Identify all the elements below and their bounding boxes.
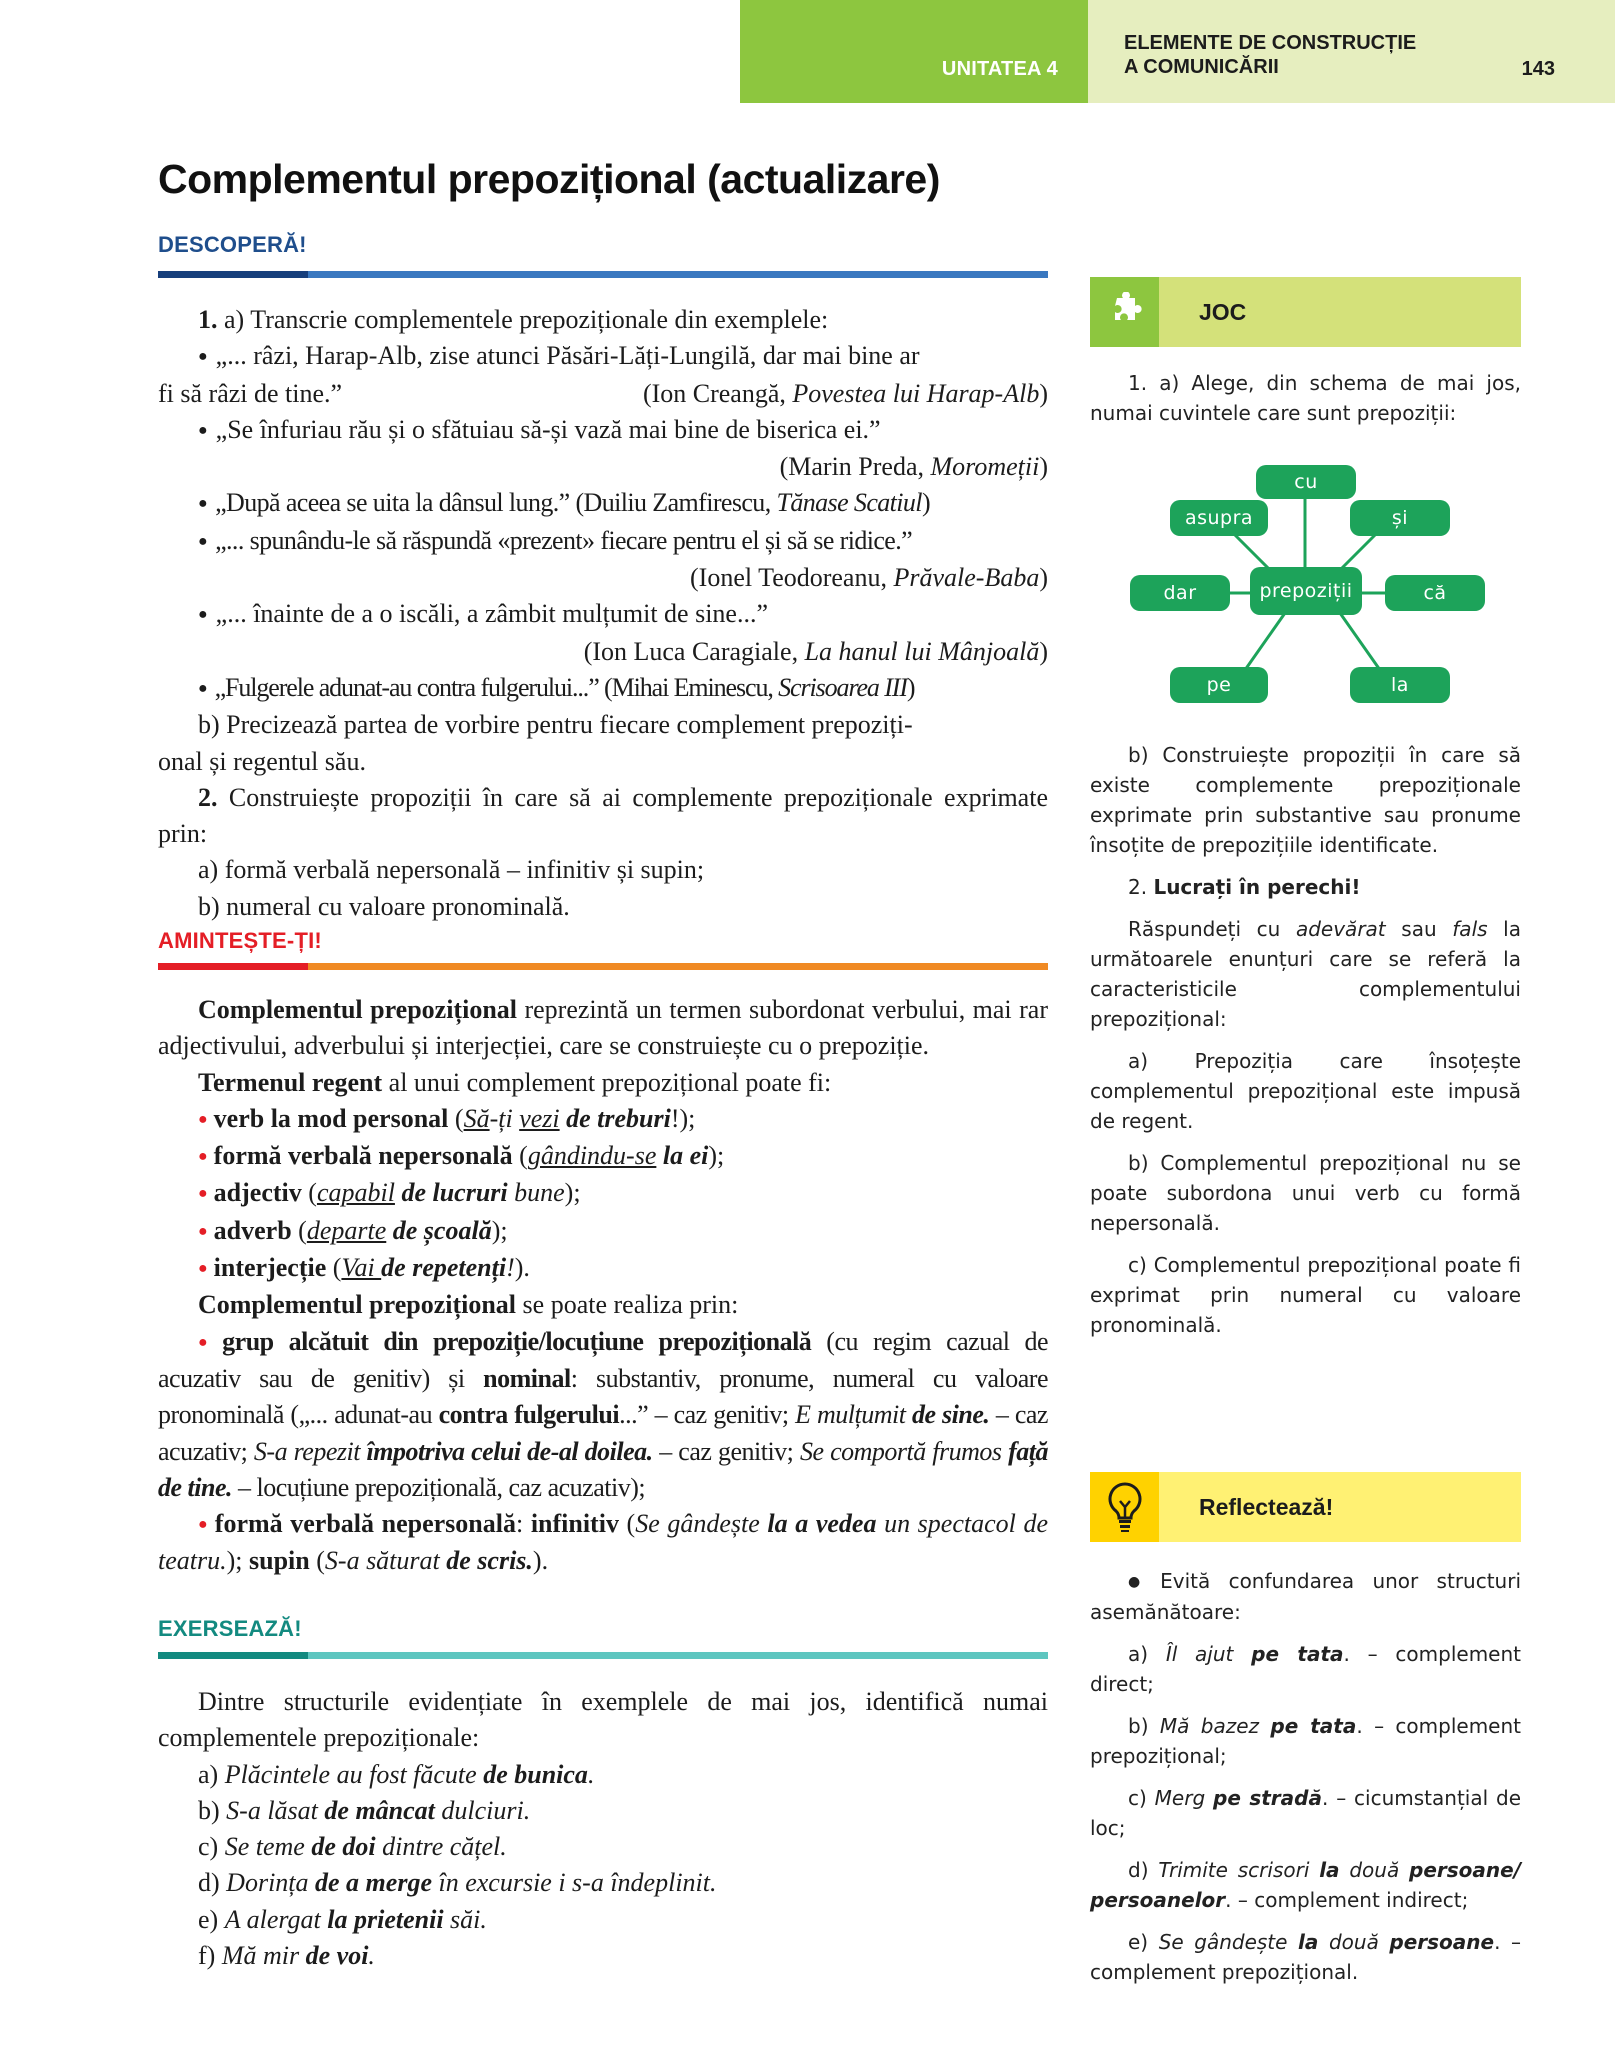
joc-ex2: 2. Lucrați în perechi! — [1128, 875, 1361, 899]
regent-item-forma: ● formă verbală nepersonală (gândindu-se la ei); — [158, 1138, 1048, 1175]
quote-6: ● „Fulgerele adunat-au contra fulgerului...” (Mihai Eminescu, Scrisoarea III) — [158, 670, 1048, 707]
diagram-node-cu[interactable]: cu — [1256, 465, 1356, 499]
section-heading-exerseaza: EXERSEAZĂ! — [158, 1616, 302, 1641]
joc-header — [1090, 277, 1521, 347]
joc-ex1b: b) Construiește propoziții în care să existe complemente prepoziționale exprimate prin substantive sau pronume însoțite de prepozițiile identificate. — [1090, 743, 1521, 857]
exercise-1a: 1. a) Transcrie complementele prepoziționale din exemplele: — [198, 305, 829, 334]
joc-ex1a-text: 1. a) Alege, din schema de mai jos, numai cuvintele care sunt prepoziții: — [1090, 371, 1521, 425]
reflecteaza-item-d: d) Trimite scrisori la două persoane/ persoanelor. – complement indirect; — [1090, 1858, 1522, 1912]
quote-4: ● „... spunându-le să răspundă «prezent» fiecare pentru el și să se ridice.” — [158, 523, 1048, 560]
joc-ex1a — [1090, 368, 1521, 440]
reflecteaza-title: Reflectează! — [1159, 1472, 1521, 1542]
quote-4-citation: (Ionel Teodoreanu, Prăvale-Baba) — [690, 563, 1048, 593]
joc-title: JOC — [1159, 277, 1521, 347]
diagram-node-center: prepoziții — [1250, 567, 1362, 615]
realiza-forma: ● formă verbală nepersonală: infinitiv (Se gândește la a vedea un spectacol de teatru.); supin (S-a săturat de scris.). — [158, 1506, 1048, 1580]
exerseaza-content — [158, 1684, 1048, 1974]
exercise-1b: b) Precizează partea de vorbire pentru fiecare complement prepoziți- — [198, 710, 913, 740]
reflecteaza-item-a: a) Îl ajut pe tata. – complement direct; — [1090, 1642, 1521, 1696]
realiza-grup: ● grup alcătuit din prepoziție/locuțiune prepozițională (cu regim cazual de acuzativ sau de genitiv) și nominal: substantiv, pronume, numeral cu valoare pronominală („... adunat-au contra fulgerului...” – caz genitiv; E mulțumit de sine. – caz acuzativ; S-a repezit împotriva celui de-al doilea. – caz genitiv; Se comportă frumos față de tine. – locuțiune prepozițională, caz acuzativ); — [158, 1324, 1048, 1506]
page-number: 143 — [1521, 58, 1555, 80]
joc-statement-b: b) Complementul prepozițional nu se poate subordona unui verb cu formă nepersonală. — [1090, 1151, 1521, 1235]
quote-3: ● „După aceea se uita la dânsul lung.” (Duiliu Zamfirescu, Tănase Scatiul) — [158, 485, 1048, 522]
chapter-title-line2: A COMUNICĂRII — [1124, 56, 1279, 78]
diagram-node-pe[interactable]: pe — [1170, 667, 1268, 703]
chapter-tab — [1088, 0, 1615, 103]
reflecteaza-item-e: e) Se gândește la două persoane. – complement prepozițional. — [1090, 1930, 1522, 1984]
exerseaza-item-a: a) Plăcintele au fost făcute de bunica. — [198, 1759, 595, 1789]
reflecteaza-intro: ● Evită confundarea unor structuri asemănătoare: — [1090, 1569, 1522, 1624]
diagram-node-asupra[interactable]: asupra — [1170, 500, 1268, 536]
realiza-intro: Complementul prepozițional se poate realiza prin: — [198, 1290, 739, 1320]
quote-5: ● „... înainte de a o iscăli, a zâmbit mulțumit de sine...” — [158, 596, 1048, 633]
diagram-node-dar[interactable]: dar — [1130, 575, 1230, 611]
exerseaza-item-d: d) Dorința de a merge în excursie i s-a îndeplinit. — [198, 1868, 717, 1898]
regent-intro: Termenul regent al unui complement prepozițional poate fi: — [198, 1067, 832, 1097]
lightbulb-icon — [1090, 1472, 1159, 1542]
chapter-title-line1: ELEMENTE DE CONSTRUCȚIE — [1124, 32, 1417, 54]
joc-statement-c: c) Complementul prepozițional poate fi exprimat prin numeral cu valoare pronominală. — [1090, 1253, 1521, 1337]
quote-2-citation: (Marin Preda, Moromeții) — [779, 452, 1048, 482]
unit-tab — [740, 0, 1088, 103]
regent-item-interjectie: ● interjecție (Vai de repetenți!). — [158, 1250, 1048, 1287]
section-heading-aminteste: AMINTEȘTE-ȚI! — [158, 928, 322, 953]
section-rule-exerseaza — [158, 1652, 1048, 1659]
quote-1-cont: fi să râzi de tine.” (Ion Creangă, Povestea lui Harap-Alb) — [158, 378, 1048, 408]
joc-rest — [1090, 740, 1521, 1352]
diagram-node-si[interactable]: și — [1350, 500, 1450, 536]
quote-2: ● „Se înfuriau rău și o sfătuiau să-și vază mai bine de biserica ei.” — [158, 412, 1048, 449]
exercise-2b: b) numeral cu valoare pronominală. — [198, 891, 570, 921]
prepozitii-diagram — [1120, 455, 1490, 705]
exerseaza-intro: Dintre structurile evidențiate în exemplele de mai jos, identifică numai complementele prepoziționale: — [158, 1687, 1048, 1753]
joc-ex2-intro: Răspundeți cu adevărat sau fals la următoarele enunțuri care se referă la caracteristicile complementului prepozițional: — [1090, 917, 1521, 1031]
regent-item-adverb: ● adverb (departe de școală); — [158, 1213, 1048, 1250]
section-rule-descopera — [158, 271, 1048, 278]
reflecteaza-content — [1090, 1566, 1521, 1999]
reflecteaza-item-c: c) Merg pe stradă. – cicumstanțial de loc; — [1090, 1786, 1522, 1840]
exercise-1b-cont: onal și regentul său. — [158, 746, 366, 776]
reflecteaza-header — [1090, 1472, 1521, 1542]
exerseaza-item-c: c) Se teme de doi dintre cățel. — [198, 1832, 507, 1862]
unit-label: UNITATEA 4 — [941, 58, 1058, 80]
exercise-2a: a) formă verbală nepersonală – infinitiv și supin; — [198, 855, 705, 885]
quote-1: ● „... râzi, Harap-Alb, zise atunci Păsări-Lăți-Lungilă, dar mai bine ar — [158, 338, 1048, 375]
exerseaza-item-f: f) Mă mir de voi. — [198, 1941, 375, 1971]
diagram-node-ca[interactable]: că — [1385, 575, 1485, 611]
definition: Complementul prepozițional reprezintă un termen subordonat verbului, mai rar adjectivului, adverbului și interjecției, care se construiește cu o prepoziție. — [158, 995, 1048, 1061]
exerseaza-item-e: e) A alergat la prietenii săi. — [198, 1904, 487, 1934]
regent-item-adjectiv: ● adjectiv (capabil de lucruri bune); — [158, 1175, 1048, 1212]
quote-5-citation: (Ion Luca Caragiale, La hanul lui Mânjoală) — [583, 636, 1048, 666]
exerseaza-item-b: b) S-a lăsat de mâncat dulciuri. — [198, 1795, 531, 1825]
diagram-node-la[interactable]: la — [1350, 667, 1450, 703]
joc-statement-a: a) Prepoziția care însoțește complementul prepozițional este impusă de regent. — [1090, 1049, 1521, 1133]
page-title: Complementul prepozițional (actualizare) — [158, 156, 940, 202]
descopera-content — [158, 302, 1048, 925]
chapter-title — [1124, 31, 1416, 79]
regent-item-verb: ● verb la mod personal (Să-ți vezi de treburi!); — [158, 1101, 1048, 1138]
exercise-2: 2. Construiește propoziții în care să ai complemente prepoziționale exprimate prin: — [158, 782, 1048, 849]
puzzle-icon — [1090, 277, 1159, 347]
section-rule-aminteste — [158, 963, 1048, 970]
aminteste-content — [158, 992, 1048, 1580]
section-heading-descopera: DESCOPERĂ! — [158, 232, 307, 257]
reflecteaza-item-b: b) Mă bazez pe tata. – complement prepozițional; — [1090, 1714, 1522, 1768]
